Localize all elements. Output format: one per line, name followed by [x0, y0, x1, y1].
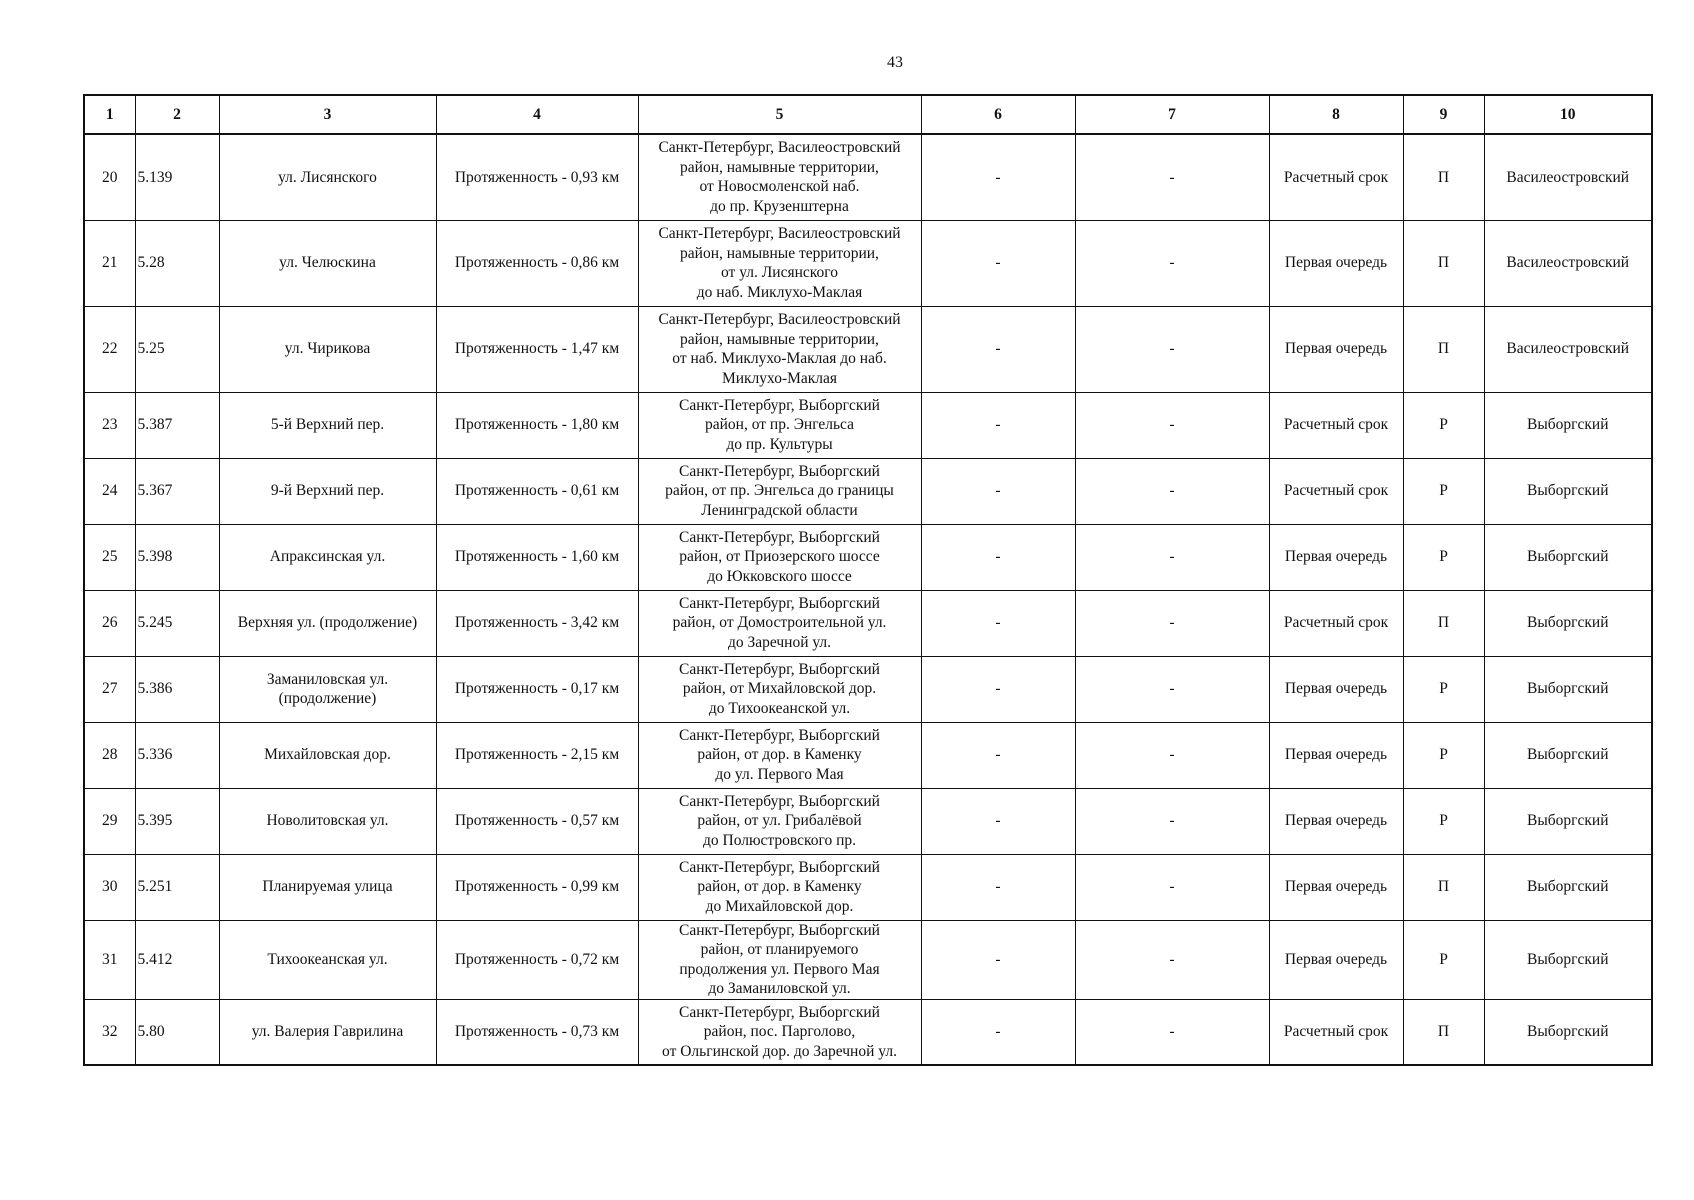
- object-code: 5.412: [135, 920, 219, 999]
- location-description: [638, 999, 921, 1065]
- location-line: Ленинградской области: [701, 501, 858, 519]
- column-header: 7: [1075, 95, 1269, 134]
- location-line: район, от Домостроительной ул.: [672, 614, 887, 632]
- location-line: до ул. Первого Мая: [715, 765, 844, 783]
- column-header: 1: [84, 95, 135, 134]
- table-row: [84, 134, 1652, 220]
- row-number: 20: [84, 134, 135, 220]
- object-code: 5.336: [135, 722, 219, 788]
- location-line: Санкт-Петербург, Выборгский: [679, 660, 880, 678]
- table-row: [84, 306, 1652, 392]
- location-line: до пр. Крузенштерна: [710, 197, 849, 215]
- object-code: 5.395: [135, 788, 219, 854]
- object-type: П: [1403, 306, 1484, 392]
- location-description: [638, 590, 921, 656]
- location-line: до Заречной ул.: [727, 633, 832, 651]
- location-line: Санкт-Петербург, Выборгский: [679, 594, 880, 612]
- row-number: 29: [84, 788, 135, 854]
- object-code: 5.398: [135, 524, 219, 590]
- object-type: Р: [1403, 656, 1484, 722]
- implementation-stage: Первая очередь: [1269, 220, 1403, 306]
- location-line: до Полюстровского пр.: [702, 831, 857, 849]
- district-name: Выборгский: [1484, 722, 1652, 788]
- location-description: [638, 524, 921, 590]
- row-number: 26: [84, 590, 135, 656]
- location-line: район, от ул. Грибалёвой: [697, 812, 862, 830]
- column-7-value: -: [1075, 392, 1269, 458]
- implementation-stage: Первая очередь: [1269, 920, 1403, 999]
- location-description: [638, 134, 921, 220]
- district-name: Выборгский: [1484, 458, 1652, 524]
- location-line: Санкт-Петербург, Василеостровский: [658, 311, 901, 328]
- row-number: 32: [84, 999, 135, 1065]
- location-line: Санкт-Петербург, Василеостровский: [658, 139, 901, 157]
- table-body: [84, 134, 1652, 1065]
- location-line: от наб. Миклухо-Маклая до наб.: [672, 350, 887, 367]
- district-name: Выборгский: [1484, 392, 1652, 458]
- district-name: Выборгский: [1484, 788, 1652, 854]
- roads-table: [83, 94, 1653, 1066]
- length-value: Протяженность - 0,93 км: [436, 134, 638, 220]
- location-description: [638, 722, 921, 788]
- length-value: Протяженность - 1,60 км: [436, 524, 638, 590]
- row-number: 21: [84, 220, 135, 306]
- column-7-value: -: [1075, 999, 1269, 1065]
- column-header: 4: [436, 95, 638, 134]
- location-line: район, намывные территории,: [680, 330, 879, 348]
- row-number: 23: [84, 392, 135, 458]
- column-7-value: -: [1075, 854, 1269, 920]
- location-line: от Новосмоленской наб.: [699, 178, 860, 196]
- object-code: 5.245: [135, 590, 219, 656]
- location-line: до Тихоокеанской ул.: [708, 699, 851, 717]
- implementation-stage: Расчетный срок: [1269, 999, 1403, 1065]
- object-code: 5.386: [135, 656, 219, 722]
- object-code: 5.367: [135, 458, 219, 524]
- column-7-value: -: [1075, 524, 1269, 590]
- street-name: ул. Лисянского: [219, 134, 436, 220]
- table-row: [84, 590, 1652, 656]
- location-line: район, от дор. в Каменку: [697, 878, 862, 896]
- location-description: [638, 854, 921, 920]
- length-value: Протяженность - 0,61 км: [436, 458, 638, 524]
- location-line: до Михайловской дор.: [705, 897, 854, 915]
- column-7-value: -: [1075, 722, 1269, 788]
- object-type: Р: [1403, 392, 1484, 458]
- length-value: Протяженность - 1,80 км: [436, 392, 638, 458]
- location-description: [638, 656, 921, 722]
- column-header: 2: [135, 95, 219, 134]
- implementation-stage: Первая очередь: [1269, 788, 1403, 854]
- column-6-value: -: [921, 220, 1075, 306]
- location-description: [638, 220, 921, 306]
- row-number: 28: [84, 722, 135, 788]
- column-7-value: -: [1075, 306, 1269, 392]
- location-line: Санкт-Петербург, Выборгский: [679, 396, 880, 414]
- table-row: [84, 999, 1652, 1065]
- column-7-value: -: [1075, 788, 1269, 854]
- row-number: 25: [84, 524, 135, 590]
- column-7-value: -: [1075, 134, 1269, 220]
- location-line: район, намывные территории,: [680, 158, 879, 176]
- page-number: 43: [887, 54, 903, 71]
- location-line: до Юкковского шоссе: [707, 567, 852, 585]
- table-row: [84, 788, 1652, 854]
- district-name: Василеостровский: [1484, 220, 1652, 306]
- row-number: 22: [84, 306, 135, 392]
- row-number: 31: [84, 920, 135, 999]
- implementation-stage: Первая очередь: [1269, 854, 1403, 920]
- location-line: район, от планируемого: [700, 941, 859, 958]
- implementation-stage: Расчетный срок: [1269, 590, 1403, 656]
- object-code: 5.139: [135, 134, 219, 220]
- column-6-value: -: [921, 306, 1075, 392]
- column-header: 3: [219, 95, 436, 134]
- column-6-value: -: [921, 788, 1075, 854]
- location-line: район, от Приозерского шоссе: [679, 548, 880, 566]
- location-line: продолжения ул. Первого Мая: [679, 960, 880, 978]
- object-type: Р: [1403, 920, 1484, 999]
- column-7-value: -: [1075, 220, 1269, 306]
- table-row: [84, 524, 1652, 590]
- location-description: [638, 458, 921, 524]
- district-name: Выборгский: [1484, 656, 1652, 722]
- location-line: район, от пр. Энгельса до границы: [665, 482, 894, 500]
- column-6-value: -: [921, 392, 1075, 458]
- column-header: 8: [1269, 95, 1403, 134]
- location-line: Санкт-Петербург, Выборгский: [679, 921, 880, 939]
- street-name: ул. Челюскина: [219, 220, 436, 306]
- location-line: до наб. Миклухо-Маклая: [696, 283, 863, 301]
- location-line: Санкт-Петербург, Выборгский: [679, 792, 880, 810]
- street-name: 9-й Верхний пер.: [219, 458, 436, 524]
- table-row: [84, 220, 1652, 306]
- row-number: 24: [84, 458, 135, 524]
- location-line: Санкт-Петербург, Выборгский: [679, 462, 880, 480]
- location-line: Миклухо-Маклая: [721, 369, 838, 387]
- object-code: 5.251: [135, 854, 219, 920]
- street-name: Апраксинская ул.: [219, 524, 436, 590]
- column-6-value: -: [921, 999, 1075, 1065]
- implementation-stage: Первая очередь: [1269, 306, 1403, 392]
- object-code: 5.28: [135, 220, 219, 306]
- column-6-value: -: [921, 722, 1075, 788]
- location-line: от ул. Лисянского: [721, 264, 838, 281]
- location-line: Санкт-Петербург, Выборгский: [679, 528, 880, 546]
- street-name: 5-й Верхний пер.: [219, 392, 436, 458]
- district-name: Василеостровский: [1484, 306, 1652, 392]
- location-description: [638, 392, 921, 458]
- object-type: Р: [1403, 458, 1484, 524]
- location-description: [638, 306, 921, 392]
- district-name: Выборгский: [1484, 524, 1652, 590]
- location-line: район, от пр. Энгельса: [704, 416, 855, 434]
- location-line: район, пос. Парголово,: [703, 1023, 856, 1040]
- district-name: Василеостровский: [1484, 134, 1652, 220]
- length-value: Протяженность - 0,73 км: [436, 999, 638, 1065]
- length-value: Протяженность - 2,15 км: [436, 722, 638, 788]
- object-type: П: [1403, 134, 1484, 220]
- column-6-value: -: [921, 458, 1075, 524]
- table-row: [84, 458, 1652, 524]
- column-6-value: -: [921, 854, 1075, 920]
- location-line: Санкт-Петербург, Выборгский: [679, 858, 880, 876]
- column-6-value: -: [921, 656, 1075, 722]
- object-type: Р: [1403, 722, 1484, 788]
- object-code: 5.387: [135, 392, 219, 458]
- district-name: Выборгский: [1484, 999, 1652, 1065]
- length-value: Протяженность - 0,57 км: [436, 788, 638, 854]
- column-7-value: -: [1075, 590, 1269, 656]
- district-name: Выборгский: [1484, 854, 1652, 920]
- table-row: [84, 722, 1652, 788]
- length-value: Протяженность - 1,47 км: [436, 306, 638, 392]
- column-header: 10: [1484, 95, 1652, 134]
- object-type: П: [1403, 854, 1484, 920]
- location-line: Санкт-Петербург, Василеостровский: [658, 225, 901, 242]
- length-value: Протяженность - 3,42 км: [436, 590, 638, 656]
- object-type: Р: [1403, 524, 1484, 590]
- location-line: Санкт-Петербург, Выборгский: [679, 1003, 880, 1021]
- location-line: до пр. Культуры: [726, 435, 833, 453]
- implementation-stage: Первая очередь: [1269, 524, 1403, 590]
- street-name: Михайловская дор.: [219, 722, 436, 788]
- location-line: район, намывные территории,: [680, 244, 879, 262]
- object-code: 5.25: [135, 306, 219, 392]
- location-description: [638, 920, 921, 999]
- street-name: Заманиловская ул. (продолжение): [219, 656, 436, 722]
- street-name: Планируемая улица: [219, 854, 436, 920]
- length-value: Протяженность - 0,86 км: [436, 220, 638, 306]
- table-row: [84, 920, 1652, 999]
- object-type: П: [1403, 590, 1484, 656]
- column-header: 6: [921, 95, 1075, 134]
- length-value: Протяженность - 0,17 км: [436, 656, 638, 722]
- table-row: [84, 656, 1652, 722]
- length-value: Протяженность - 0,72 км: [436, 920, 638, 999]
- location-line: район, от Михайловской дор.: [682, 680, 877, 698]
- object-type: П: [1403, 999, 1484, 1065]
- table-row: [84, 854, 1652, 920]
- column-6-value: -: [921, 524, 1075, 590]
- row-number: 30: [84, 854, 135, 920]
- object-code: 5.80: [135, 999, 219, 1065]
- column-6-value: -: [921, 590, 1075, 656]
- street-name: ул. Чирикова: [219, 306, 436, 392]
- column-header: 9: [1403, 95, 1484, 134]
- implementation-stage: Расчетный срок: [1269, 134, 1403, 220]
- row-number: 27: [84, 656, 135, 722]
- column-6-value: -: [921, 134, 1075, 220]
- implementation-stage: Расчетный срок: [1269, 392, 1403, 458]
- implementation-stage: Первая очередь: [1269, 656, 1403, 722]
- length-value: Протяженность - 0,99 км: [436, 854, 638, 920]
- location-line: от Ольгинской дор. до Заречной ул.: [662, 1042, 897, 1060]
- column-6-value: -: [921, 920, 1075, 999]
- street-name: ул. Валерия Гаврилина: [219, 999, 436, 1065]
- implementation-stage: Первая очередь: [1269, 722, 1403, 788]
- location-line: район, от дор. в Каменку: [697, 746, 862, 764]
- column-7-value: -: [1075, 656, 1269, 722]
- table-row: [84, 392, 1652, 458]
- object-type: П: [1403, 220, 1484, 306]
- street-name: Верхняя ул. (продолжение): [219, 590, 436, 656]
- district-name: Выборгский: [1484, 590, 1652, 656]
- column-7-value: -: [1075, 920, 1269, 999]
- implementation-stage: Расчетный срок: [1269, 458, 1403, 524]
- header-row: [84, 95, 1652, 134]
- location-description: [638, 788, 921, 854]
- object-type: Р: [1403, 788, 1484, 854]
- district-name: Выборгский: [1484, 920, 1652, 999]
- location-line: до Заманиловской ул.: [708, 980, 851, 997]
- street-name: Новолитовская ул.: [219, 788, 436, 854]
- column-header: 5: [638, 95, 921, 134]
- street-name: Тихоокеанская ул.: [219, 920, 436, 999]
- column-7-value: -: [1075, 458, 1269, 524]
- location-line: Санкт-Петербург, Выборгский: [679, 726, 880, 744]
